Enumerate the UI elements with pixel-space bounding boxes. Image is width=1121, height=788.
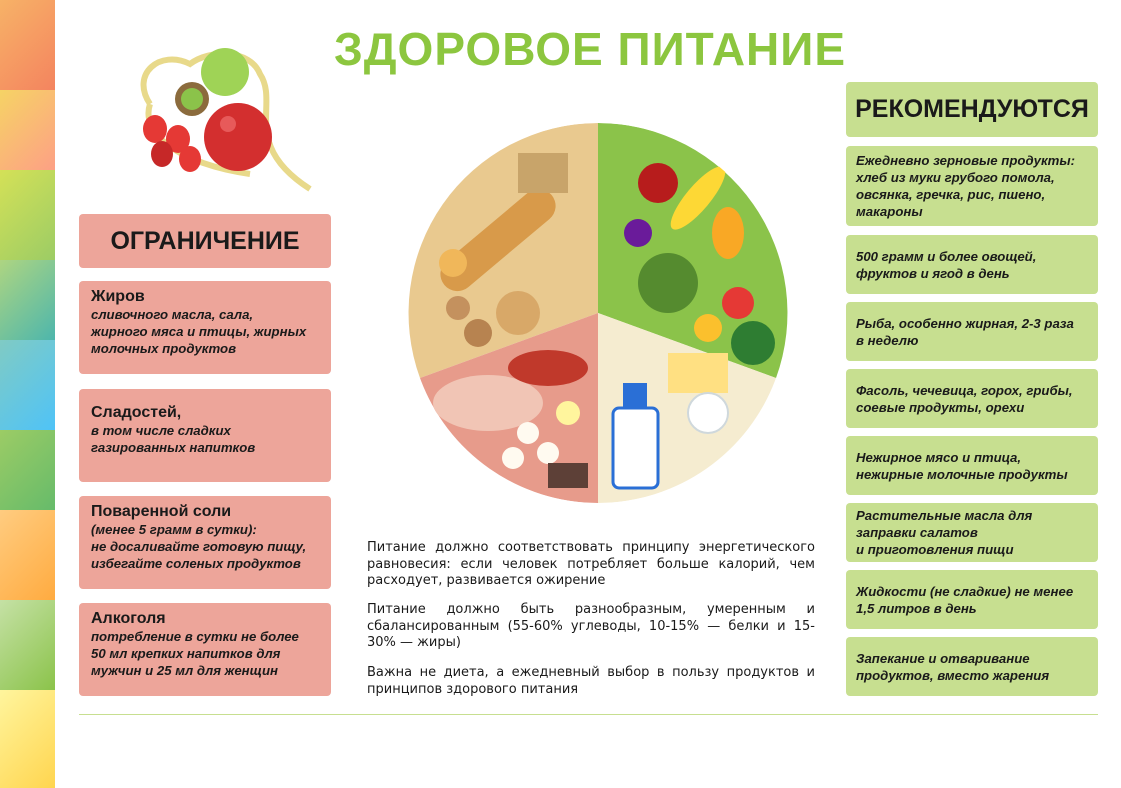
recommend-item [846, 637, 1098, 696]
limit-item-text: (менее 5 грамм в сутки): не досаливайте готовую пищу, избегайте соленых продуктов [91, 522, 307, 571]
limit-item-heading: Алкоголя [91, 610, 166, 627]
meat-icon [508, 350, 588, 386]
limit-item-alcohol [79, 603, 331, 696]
limit-item-salt [79, 496, 331, 589]
recommend-item [846, 436, 1098, 495]
recommend-item [846, 570, 1098, 629]
limit-item-heading: Жиров [91, 288, 145, 305]
grapes-icon [638, 163, 678, 203]
recommend-item-text: Рыба, особенно жирная, 2-3 раза в неделю [856, 315, 1074, 348]
apple-icon [201, 48, 249, 96]
recommend-item [846, 503, 1098, 562]
recommend-header: РЕКОМЕНДУЮТСЯ [846, 82, 1098, 137]
heart-fruits-illustration [120, 44, 320, 194]
recommend-item-text: Запекание и отваривание продуктов, вместо жарения [856, 650, 1050, 683]
recommend-item-text: Нежирное мясо и птица, нежирные молочные продукты [856, 449, 1068, 482]
recommend-item [846, 302, 1098, 361]
decorative-side-strip [0, 0, 55, 788]
recommend-item-text: Фасоль, чечевица, горох, грибы, соевые продукты, орехи [856, 382, 1073, 415]
pineapple-icon [712, 207, 744, 259]
limit-item-text: в том числе сладких газированных напитков [91, 423, 256, 455]
limit-item-sweets [79, 389, 331, 482]
strawberry-icon [143, 115, 167, 143]
recommend-item [846, 146, 1098, 226]
recommend-item [846, 235, 1098, 294]
info-paragraph-choice: Важна не диета, а ежедневный выбор в пользу продуктов и принципов здорового питания [367, 665, 815, 697]
limit-item-fats [79, 281, 331, 374]
footer-divider [79, 714, 1098, 715]
cheese-icon [668, 353, 728, 393]
limit-item-text: сливочного масла, сала, жирного мяса и птицы, жирных молочных продуктов [91, 307, 307, 356]
recommend-item-text: 500 грамм и более овощей, фруктов и ягод в день [856, 248, 1037, 281]
food-plate-illustration [398, 113, 798, 513]
milk-bottle-icon [613, 408, 658, 488]
info-paragraph-energy: Питание должно соответствовать принципу энергетического равновесия: если человек потребляет больше калорий, чем расходует, развивается ожирение [367, 540, 815, 588]
limit-header: ОГРАНИЧЕНИЕ [79, 214, 331, 268]
yogurt-icon [688, 393, 728, 433]
limit-item-heading: Поваренной соли [91, 503, 232, 520]
recommend-item [846, 369, 1098, 428]
lettuce-icon [638, 253, 698, 313]
recommend-item-text: Растительные масла для заправки салатов и приготовления пищи [856, 508, 1033, 557]
egg-icon [517, 422, 539, 444]
tomato-icon [204, 103, 272, 171]
info-paragraph-variety: Питание должно быть разнообразным, умеренным и сбалансированным (55-60% углеводы, 10-15% — белки и 15-30% — жиры) [367, 602, 815, 650]
recommend-item-text: Ежедневно зерновые продукты: хлеб из муки грубого помола, овсянка, гречка, рис, пшено, макароны [856, 153, 1076, 219]
limit-item-text: потребление в сутки не более 50 мл крепких напитков для мужчин и 25 мл для женщин [91, 629, 299, 678]
limit-item-heading: Сладостей, [91, 404, 182, 421]
page-title: ЗДОРОВОЕ ПИТАНИЕ [333, 23, 847, 75]
recommend-item-text: Жидкости (не сладкие) не менее 1,5 литров в день [856, 583, 1074, 616]
broccoli-icon [731, 321, 775, 365]
